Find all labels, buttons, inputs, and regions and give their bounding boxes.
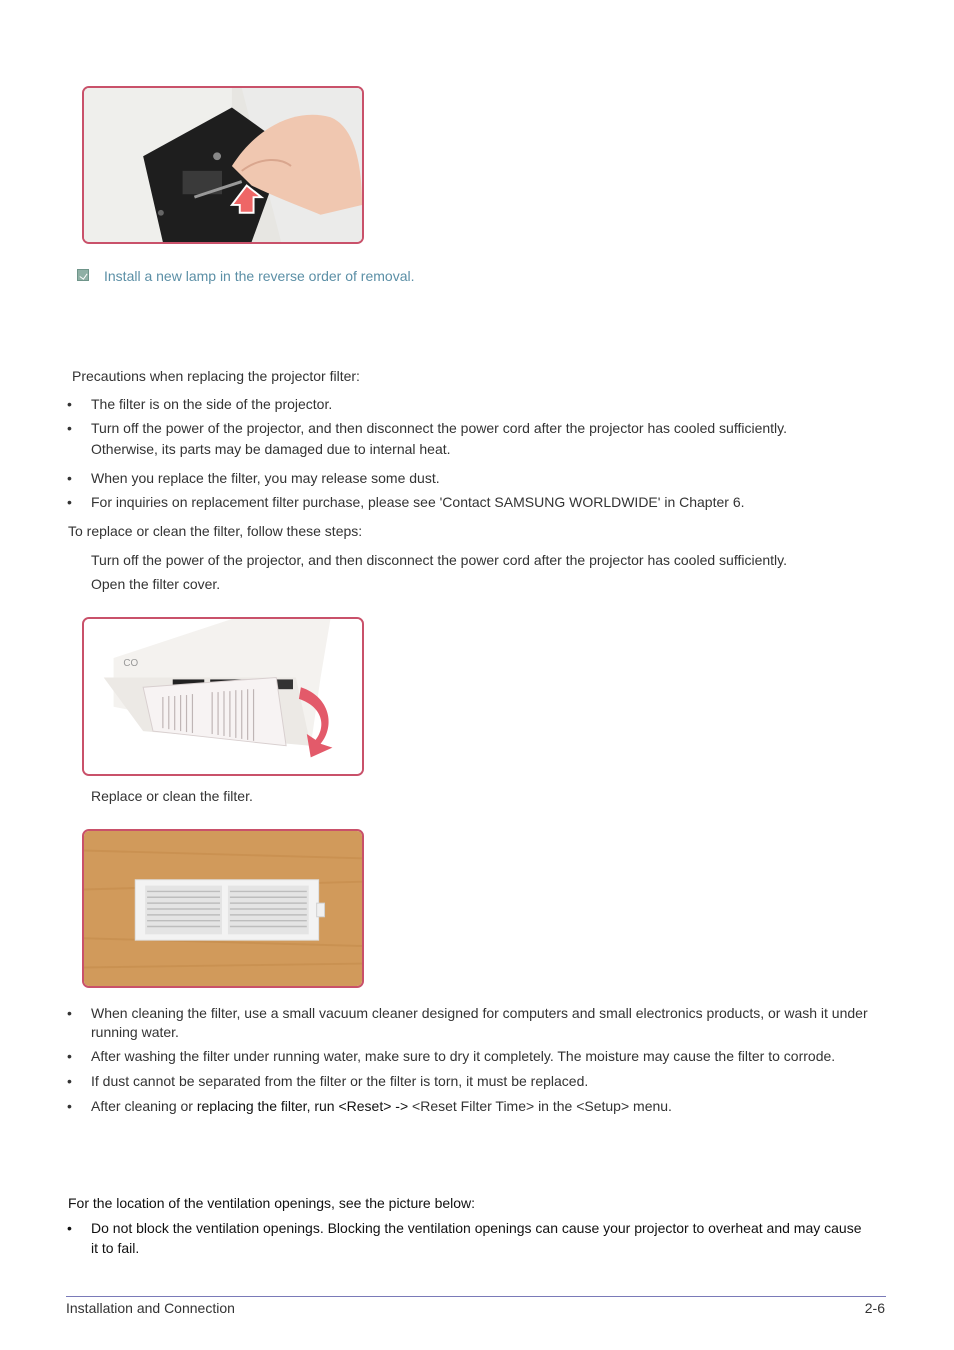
- step-item: Open the filter cover.: [91, 576, 221, 592]
- precaution-item-continuation: Otherwise, its parts may be damaged due to internal heat.: [91, 441, 451, 457]
- bullet: •: [67, 396, 72, 412]
- bullet: •: [67, 1220, 72, 1236]
- svg-text:CO: CO: [123, 657, 139, 669]
- cleaning-note-continuation: running water.: [91, 1024, 179, 1040]
- footer-page-number: 2-6: [864, 1300, 885, 1316]
- precaution-item: When you replace the filter, you may release some dust.: [91, 470, 440, 486]
- note-text: Install a new lamp in the reverse order of removal.: [104, 268, 415, 284]
- footer-chapter: Installation and Connection: [66, 1300, 235, 1316]
- precaution-item: Turn off the power of the projector, and then disconnect the power cord after the projector has cooled sufficiently.: [91, 420, 788, 436]
- cleaning-note-part: After cleaning or: [91, 1098, 193, 1114]
- cleaning-note: If dust cannot be separated from the filter or the filter is torn, it must be replaced.: [91, 1073, 589, 1089]
- filter-cover-photo: [82, 617, 364, 776]
- precaution-item: For inquiries on replacement filter purchase, please see 'Contact SAMSUNG WORLDWIDE' in Chapter 6.: [91, 494, 745, 510]
- cleaning-note: After washing the filter under running water, make sure to dry it completely. The moisture may cause the filter to corrode.: [91, 1048, 836, 1064]
- lamp-removal-photo: [82, 86, 364, 244]
- steps-intro: To replace or clean the filter, follow these steps:: [68, 523, 363, 539]
- step-item: Replace or clean the filter.: [91, 788, 253, 804]
- cleaning-note-part: <Reset Filter Time> in the <Setup> menu.: [412, 1098, 672, 1114]
- bullet: •: [67, 1048, 72, 1064]
- cleaning-note-part: replacing the filter, run <Reset> ->: [196, 1098, 409, 1114]
- filter-photo: [82, 829, 364, 988]
- ventilation-warning-continuation: it to fail.: [91, 1240, 140, 1256]
- footer-divider: [66, 1296, 886, 1297]
- precaution-item: The filter is on the side of the projector.: [91, 396, 333, 412]
- ventilation-warning: Do not block the ventilation openings. Blocking the ventilation openings can cause your projector to overheat and may cause: [91, 1220, 862, 1236]
- bullet: •: [67, 1005, 72, 1021]
- cleaning-note: When cleaning the filter, use a small vacuum cleaner designed for computers and small electronics products, or wash it under: [91, 1005, 868, 1021]
- bullet: •: [67, 1073, 72, 1089]
- ventilation-intro: For the location of the ventilation openings, see the picture below:: [68, 1195, 476, 1211]
- bullet: •: [67, 470, 72, 486]
- note-icon: [77, 269, 89, 281]
- cleaning-note: [91, 1096, 672, 1116]
- step-item: Turn off the power of the projector, and then disconnect the power cord after the projector has cooled sufficiently.: [91, 552, 788, 568]
- bullet: •: [67, 1098, 72, 1114]
- filter-precautions-intro: Precautions when replacing the projector filter:: [72, 368, 360, 384]
- bullet: •: [67, 494, 72, 510]
- bullet: •: [67, 420, 72, 436]
